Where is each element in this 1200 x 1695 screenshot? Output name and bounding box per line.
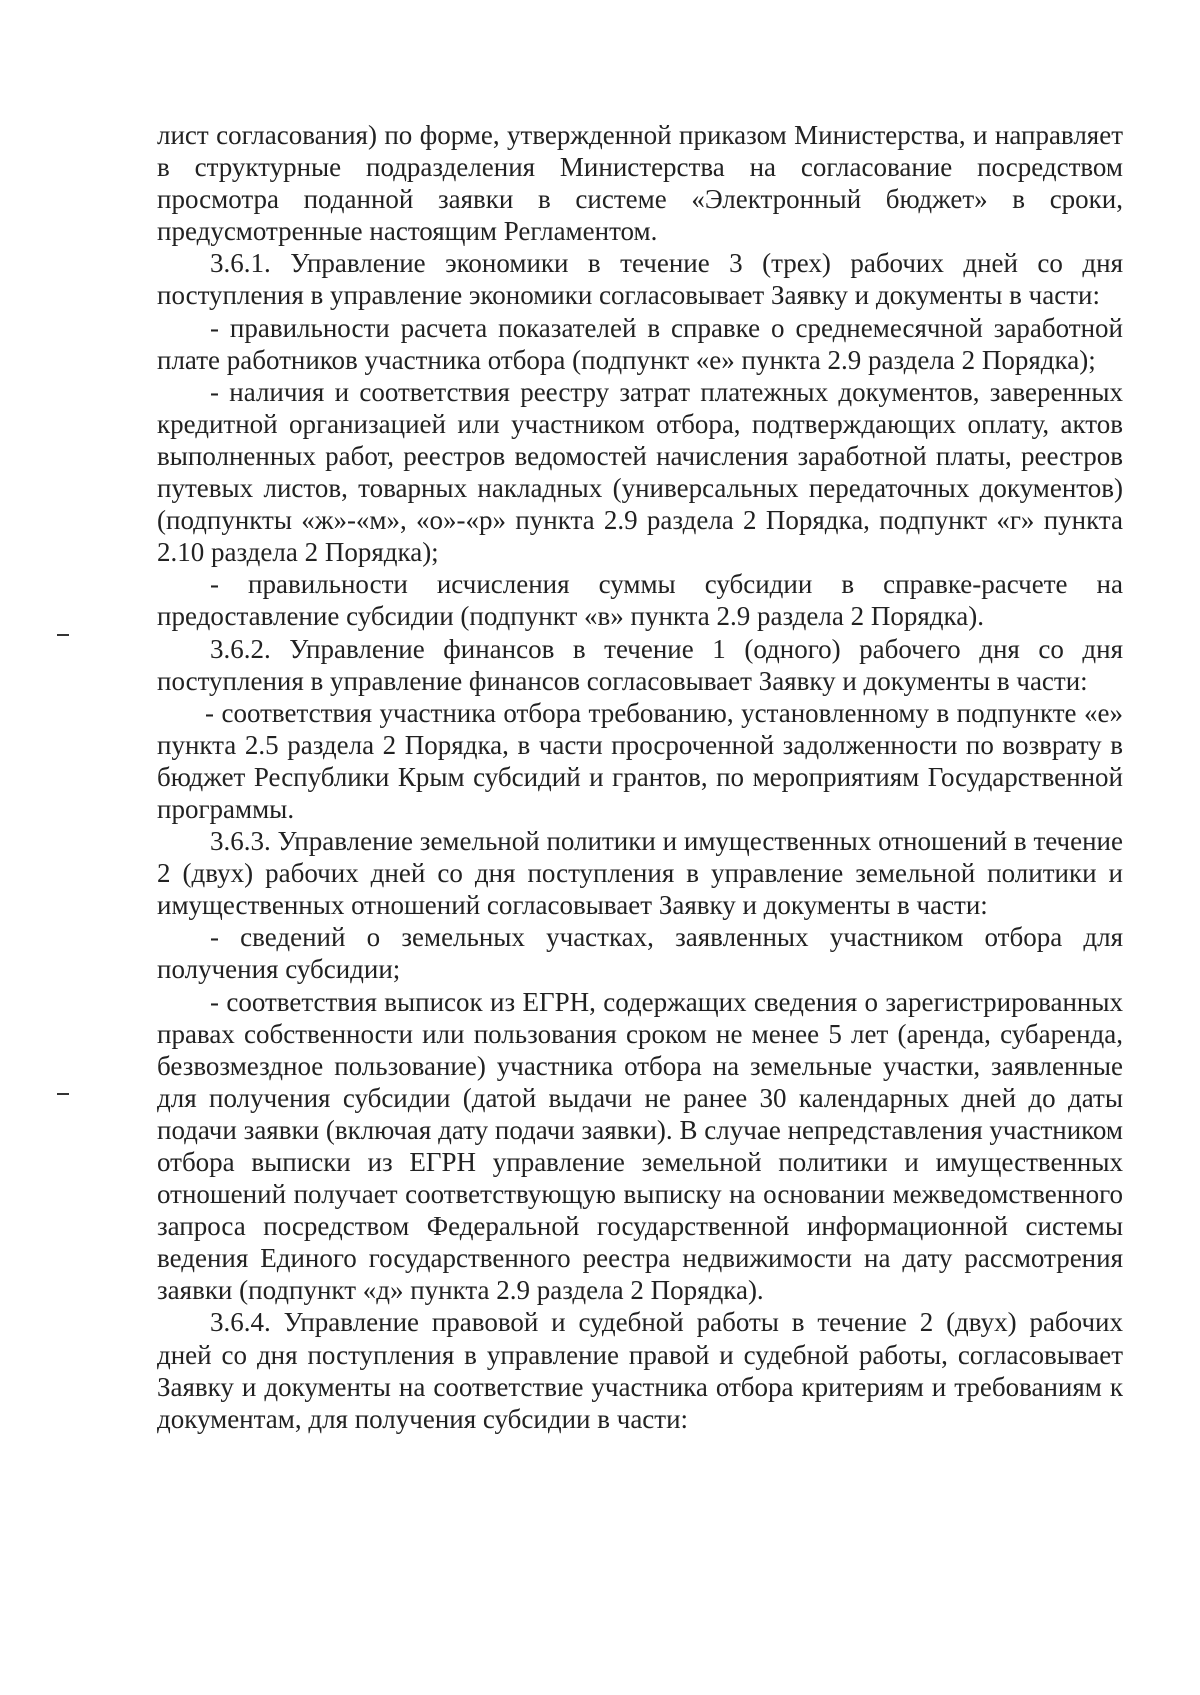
- paragraph-3-6-4: 3.6.4. Управление правовой и судебной работы в течение 2 (двух) рабочих дней со дня поступления в управление правой и судебной работы, согласовывает Заявку и документы на соответствие участника отбора критериям и требованиям к документам, для получения субсидии в части:: [157, 1307, 1123, 1434]
- list-item-calculation-correctness: - правильности расчета показателей в справке о среднемесячной заработной плате работников участника отбора (подпункт «е» пункта 2.9 раздела 2 Порядка);: [157, 312, 1123, 375]
- list-item-payment-documents: - наличия и соответствия реестру затрат платежных документов, заверенных кредитной организацией или участником отбора, подтверждающих оплату, актов выполненных работ, реестров ведомостей начисления заработной платы, реестров путевых листов, товарных накладных (универсальных передаточных документов) (подпункты «ж»-«м», «о»-«р» пункта 2.9 раздела 2 Порядка, подпункт «г» пункта 2.10 раздела 2 Порядка);: [157, 376, 1123, 568]
- list-item-subsidy-calculation: - правильности исчисления суммы субсидии в справке-расчете на предоставление субсидии (подпункт «в» пункта 2.9 раздела 2 Порядка).: [157, 569, 1123, 632]
- margin-scan-mark: [57, 1093, 69, 1095]
- list-item-finance-requirement: - соответствия участника отбора требованию, установленному в подпункте «е» пункта 2.5 раздела 2 Порядка, в части просроченной задолженности по возврату в бюджет Республики Крым субсидий и грантов, по мероприятиям Государственной программы.: [157, 697, 1123, 824]
- paragraph-3-6-3: 3.6.3. Управление земельной политики и имущественных отношений в течение 2 (двух) рабочих дней со дня поступления в управление земельной политики и имущественных отношений согласовывает Заявку и документы в части:: [157, 826, 1123, 921]
- margin-scan-mark: [57, 634, 69, 636]
- list-item-land-plots: - сведений о земельных участках, заявленных участником отбора для получения субсидии;: [157, 922, 1123, 985]
- paragraph-3-6-2: 3.6.2. Управление финансов в течение 1 (одного) рабочего дня со дня поступления в управление финансов согласовывает Заявку и документы в части:: [157, 633, 1123, 696]
- paragraph-3-6-1: 3.6.1. Управление экономики в течение 3 (трех) рабочих дней со дня поступления в управление экономики согласовывает Заявку и документы в части:: [157, 248, 1123, 311]
- paragraph-approval-sheet: лист согласования) по форме, утвержденной приказом Министерства, и направляет в структурные подразделения Министерства на согласование посредством просмотра поданной заявки в системе «Электронный бюджет» в сроки, предусмотренные настоящим Регламентом.: [157, 120, 1123, 247]
- document-body: [157, 119, 1123, 1435]
- list-item-egrn-extracts: - соответствия выписок из ЕГРН, содержащих сведения о зарегистрированных правах собственности или пользования сроком не менее 5 лет (аренда, субаренда, безвозмездное пользование) участника отбора на земельные участки, заявленные для получения субсидии (датой выдачи не ранее 30 календарных дней до даты подачи заявки (включая дату подачи заявки). В случае непредставления участником отбора выписки из ЕГРН управление земельной политики и имущественных отношений получает соответствующую выписку на основании межведомственного запроса посредством Федеральной государственной информационной системы ведения Единого государственного реестра недвижимости на дату рассмотрения заявки (подпункт «д» пункта 2.9 раздела 2 Порядка).: [157, 986, 1123, 1306]
